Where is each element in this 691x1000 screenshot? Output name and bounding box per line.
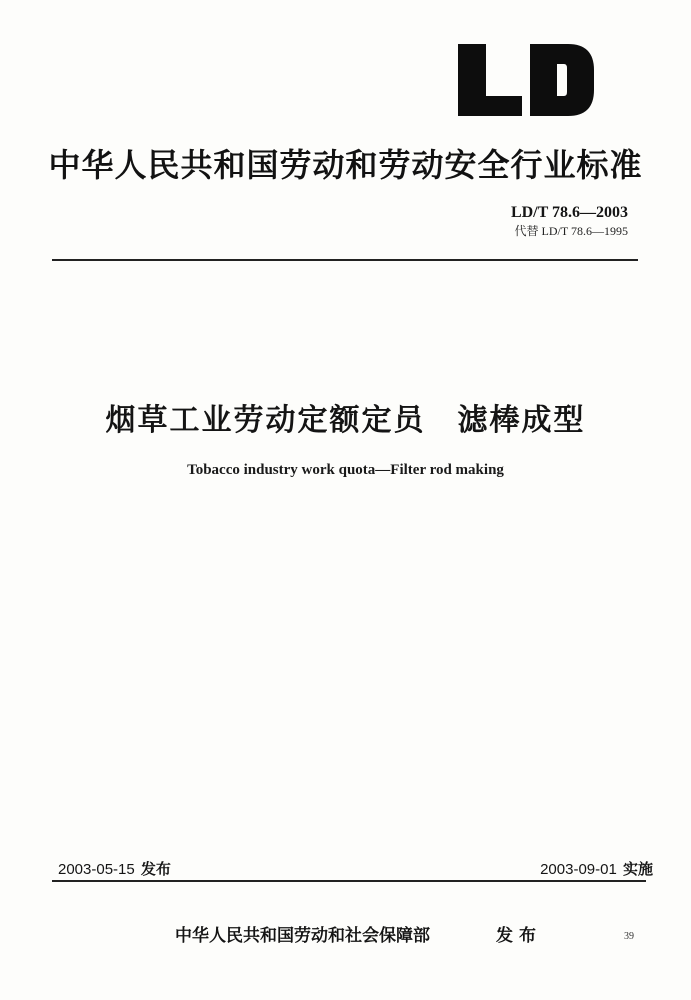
logo-letter-l bbox=[458, 44, 522, 116]
ld-logo bbox=[456, 42, 596, 118]
document-title-english: Tobacco industry work quota—Filter rod making bbox=[187, 462, 504, 478]
standard-code: LD/T 78.6—2003 bbox=[510, 204, 628, 221]
logo-letter-d bbox=[530, 44, 594, 116]
implementation-label: 实施 bbox=[622, 860, 653, 878]
implementation-date-block bbox=[540, 858, 653, 879]
issue-label: 发布 bbox=[140, 860, 171, 878]
footer-divider bbox=[52, 880, 646, 882]
standard-category: 中华人民共和国劳动和劳动安全行业标准 bbox=[48, 146, 643, 184]
replaces-standard: 代替 LD/T 78.6—1995 bbox=[514, 224, 628, 238]
issue-date: 2003-05-15 bbox=[58, 861, 135, 878]
issue-date-block bbox=[58, 858, 171, 879]
implementation-date: 2003-09-01 bbox=[540, 861, 617, 878]
page-number: 39 bbox=[624, 931, 634, 942]
header-divider bbox=[52, 259, 638, 261]
issuing-authority: 中华人民共和国劳动和社会保障部 bbox=[175, 926, 430, 946]
document-title-chinese: 烟草工业劳动定额定员 滤棒成型 bbox=[105, 403, 586, 438]
issuer-action: 发布 bbox=[496, 926, 542, 946]
